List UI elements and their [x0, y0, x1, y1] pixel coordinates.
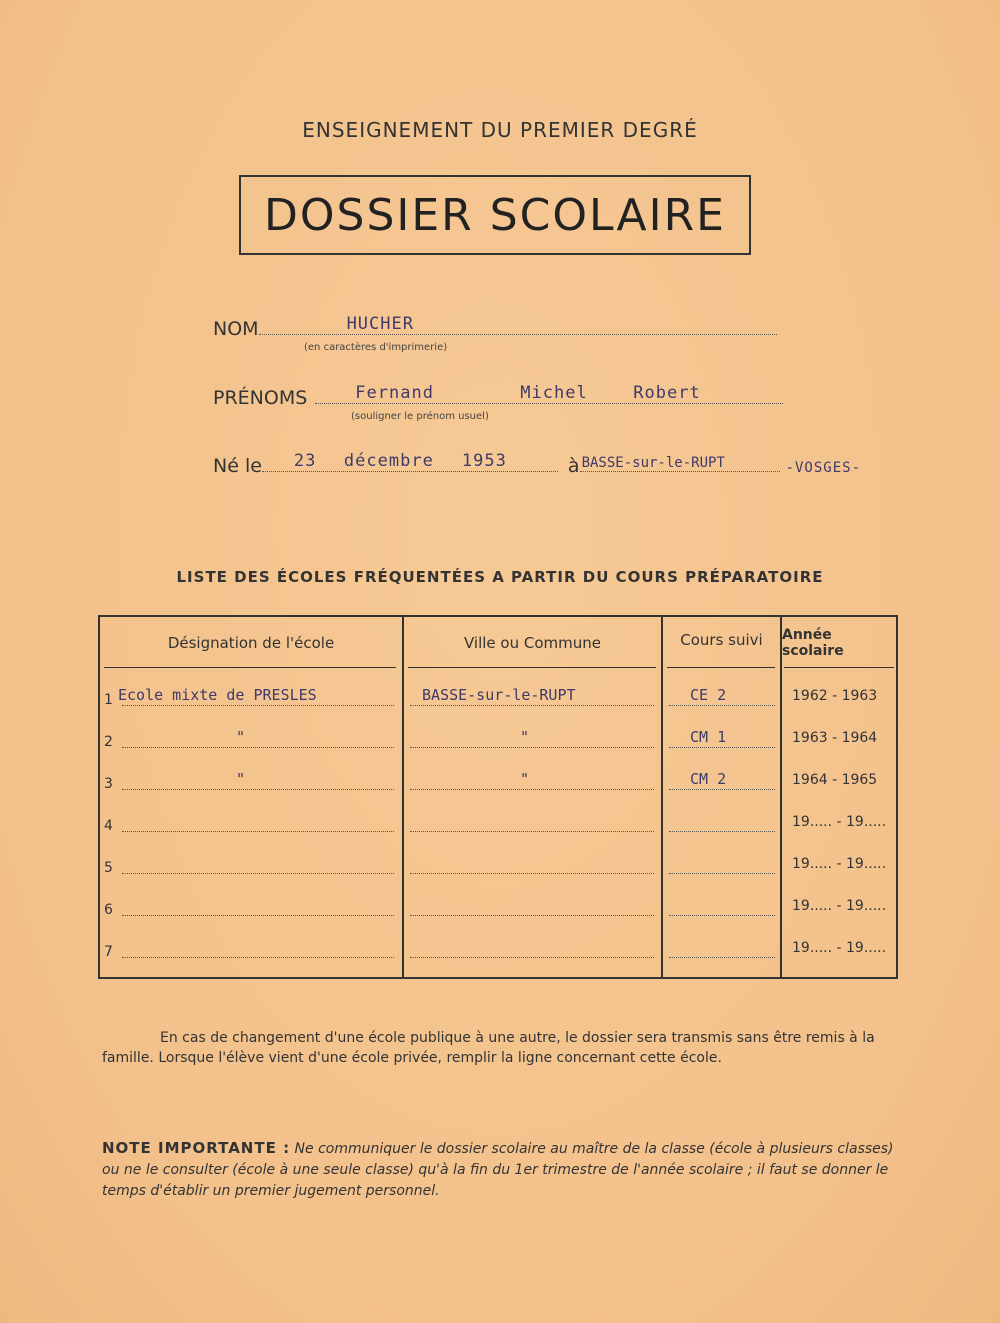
course-line: [669, 915, 775, 916]
city-line: [410, 747, 654, 748]
document-title: DOSSIER SCOLAIRE: [264, 189, 726, 241]
course-name: CE 2: [690, 686, 727, 704]
ne-label: Né le: [213, 455, 262, 477]
a-label: à: [567, 455, 580, 477]
city-line: [410, 873, 654, 874]
title-box: [239, 175, 751, 255]
header-rule: [784, 667, 894, 668]
course-line: [669, 873, 775, 874]
prenoms-label: PRÉNOMS: [213, 387, 308, 409]
nom-note: (en caractères d'imprimerie): [304, 342, 448, 353]
course-line: [669, 789, 775, 790]
school-line: [122, 831, 394, 832]
transfer-paragraph: En cas de changement d'une école publique à une autre, le dossier sera transmis sans être remis à la famille. Lorsque l'élève vient d'une école privée, remplir la ligne concernant cette école.: [102, 1030, 875, 1066]
city-name: ": [520, 770, 530, 788]
school-year: 1962 - 1963: [792, 688, 878, 704]
table-row: [100, 756, 896, 798]
school-line: [122, 915, 394, 916]
nom-field: [213, 314, 777, 340]
table-row: [100, 882, 896, 924]
school-line: [122, 957, 394, 958]
city-line: [410, 789, 654, 790]
header-line: ENSEIGNEMENT DU PREMIER DEGRÉ: [302, 118, 698, 142]
table-row: [100, 924, 896, 966]
birth-day: 23: [293, 451, 317, 471]
row-number: 5: [104, 860, 113, 876]
table-row: [100, 672, 896, 714]
header-course: Cours suivi: [680, 631, 763, 649]
school-name: ": [236, 770, 246, 788]
school-name: ": [236, 728, 246, 746]
important-note: [102, 1138, 902, 1202]
school-line: [122, 747, 394, 748]
school-year: 19..... - 19.....: [792, 814, 887, 830]
birth-place: BASSE-sur-le-RUPT: [581, 455, 725, 471]
course-line: [669, 705, 775, 706]
city-line: [410, 957, 654, 958]
note-text: Ne communiquer le dossier scolaire au maître de la classe (école à plusieurs classes) ou ne le consulter (école à une seule classe) qu'à la fin du 1er trimestre de l'année scolaire ; il faut se donner le temps d'établir un premier jugement personnel.: [102, 1141, 894, 1199]
course-name: CM 2: [690, 770, 727, 788]
table-row: [100, 840, 896, 882]
birth-region: -VOSGES-: [785, 460, 862, 476]
prenoms-field: [213, 383, 783, 409]
birth-month: décembre: [343, 451, 434, 471]
school-year: 19..... - 19.....: [792, 940, 887, 956]
header-year: Année scolaire: [782, 627, 844, 659]
prenom-2: Michel: [520, 383, 588, 403]
school-line: [122, 705, 394, 706]
school-year: 1963 - 1964: [792, 730, 878, 746]
city-name: ": [520, 728, 530, 746]
course-name: CM 1: [690, 728, 727, 746]
city-line: [410, 705, 654, 706]
school-line: [122, 789, 394, 790]
prenoms-note: (souligner le prénom usuel): [351, 411, 489, 422]
header-rule: [408, 667, 656, 668]
row-number: 6: [104, 902, 113, 918]
birth-year: 1953: [461, 451, 507, 471]
school-year: 19..... - 19.....: [792, 898, 887, 914]
header-rule: [104, 667, 396, 668]
school-year: 19..... - 19.....: [792, 856, 887, 872]
school-year: 1964 - 1965: [792, 772, 878, 788]
note-label: NOTE IMPORTANTE :: [102, 1139, 291, 1157]
row-number: 1: [104, 692, 113, 708]
course-line: [669, 831, 775, 832]
city-line: [410, 915, 654, 916]
nom-value: HUCHER: [346, 314, 414, 334]
nom-line: [259, 314, 777, 335]
header-rule: [667, 667, 775, 668]
school-line: [122, 873, 394, 874]
prenoms-line: [315, 383, 783, 404]
city-name: BASSE-sur-le-RUPT: [422, 686, 576, 704]
schools-table: [98, 615, 898, 979]
course-line: [669, 957, 775, 958]
prenom-3: Robert: [633, 383, 701, 403]
header-school: Désignation de l'école: [167, 634, 335, 652]
school-name: Ecole mixte de PRESLES: [118, 686, 317, 704]
nom-label: NOM: [213, 318, 259, 340]
course-line: [669, 747, 775, 748]
city-line: [410, 831, 654, 832]
list-title: LISTE DES ÉCOLES FRÉQUENTÉES A PARTIR DU COURS PRÉPARATOIRE: [176, 568, 824, 586]
birth-date-line: [262, 451, 558, 472]
header-city: Ville ou Commune: [464, 634, 601, 652]
table-row: [100, 798, 896, 840]
birth-field: [213, 451, 862, 477]
row-number: 3: [104, 776, 113, 792]
table-row: [100, 714, 896, 756]
prenom-1: Fernand: [355, 383, 434, 403]
row-number: 4: [104, 818, 113, 834]
birth-place-line: [580, 455, 780, 472]
row-number: 2: [104, 734, 113, 750]
row-number: 7: [104, 944, 113, 960]
